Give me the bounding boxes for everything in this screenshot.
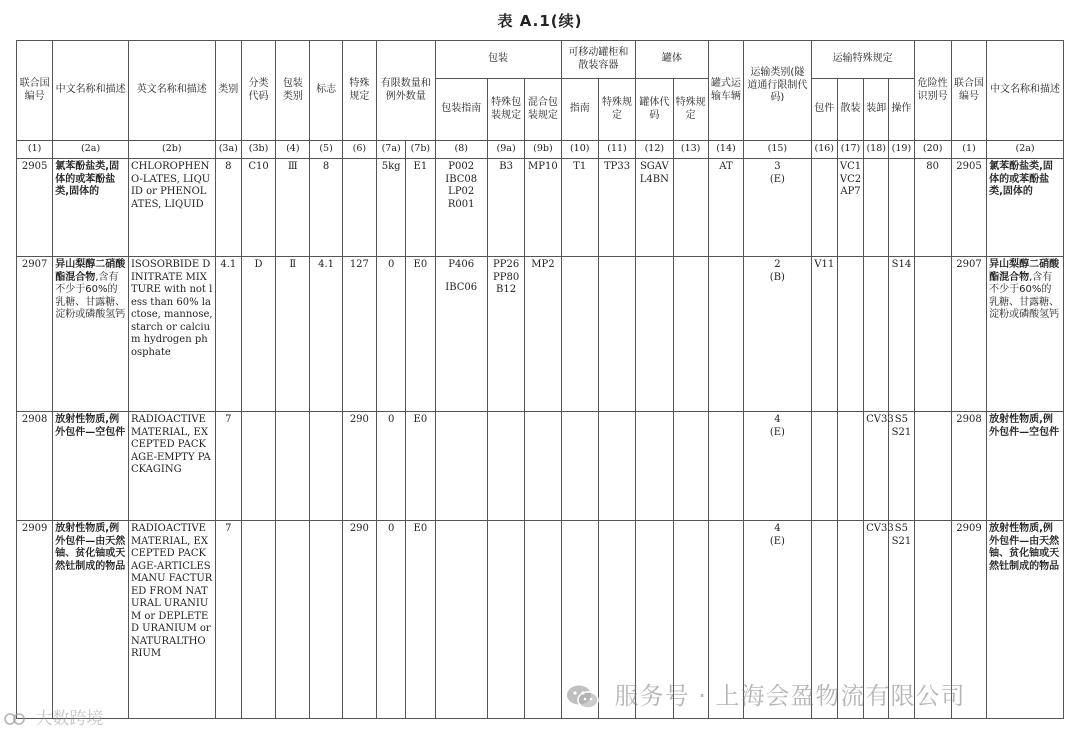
cell-name-zh — [53, 412, 129, 521]
cell-special-provisions — [342, 159, 376, 257]
cell-name-zh — [53, 257, 129, 412]
table-row — [17, 159, 1064, 257]
cell-pt-instructions: T1 — [561, 159, 598, 257]
cell-name-zh-2-bold: 放射性物质,例外包件—由天然铀、贫化铀或天然钍制成的物品 — [989, 523, 1060, 572]
cell-hazard-id — [914, 412, 951, 521]
cell-tank-code — [636, 159, 673, 257]
cell-name-zh-2-rest: ,含有不少于60%的乳糖、甘露糖、淀粉或磷酸氢钙 — [989, 271, 1060, 320]
col-num: (4) — [276, 141, 310, 159]
header-ts-bulk: 散装 — [837, 79, 863, 141]
cell-excepted-quantity: E0 — [406, 412, 435, 521]
cell-pt-instructions — [561, 257, 598, 412]
col-num: (11) — [598, 141, 635, 159]
col-num: (14) — [708, 141, 743, 159]
cell-un-no-2: 2909 — [951, 521, 986, 719]
cell-tank-special — [673, 159, 708, 257]
wechat-icon — [566, 684, 600, 710]
cell-name-zh-bold: 放射性物质,例外包件—由天然铀、贫化铀或天然钍制成的物品 — [55, 523, 126, 572]
cell-ts-bulk — [837, 257, 863, 412]
header-ts-loading: 装卸 — [864, 79, 889, 141]
cell-name-en: ISOSORBIDE DINITRATE MIXTURE with not less than 60% lactose, mannose, starch or calcium hydrogen phosphate — [128, 257, 215, 412]
cell-ts-operation-item: S5 — [894, 523, 909, 534]
col-num: (9a) — [487, 141, 524, 159]
col-num: (6) — [342, 141, 376, 159]
cell-limited-quantity: 0 — [377, 412, 406, 521]
header-pt-instructions: 指南 — [561, 79, 598, 141]
col-num: (10) — [561, 141, 598, 159]
header-ts-operation: 操作 — [889, 79, 914, 141]
col-num: (2a) — [53, 141, 129, 159]
spacer — [438, 272, 485, 282]
transport-category-value: 3 — [774, 161, 781, 172]
cell-ts-operation — [889, 257, 914, 412]
col-num: (1) — [17, 141, 53, 159]
cell-special-packing — [487, 412, 524, 521]
cell-mixed-packing: MP2 — [525, 257, 561, 412]
header-un-no-2: 联合国编号 — [951, 41, 986, 141]
cell-ts-operation — [889, 412, 914, 521]
cell-ts-bulk — [837, 159, 863, 257]
header-portable-tanks: 可移动罐柜和散装容器 — [561, 41, 636, 79]
cell-ts-loading — [864, 257, 889, 412]
cell-special-provisions: 290 — [342, 521, 376, 719]
cell-tank-code-item: SGAV — [639, 161, 669, 172]
cell-un-no: 2907 — [17, 257, 53, 412]
cell-name-zh-bold: 放射性物质,例外包件—空包件 — [55, 414, 126, 438]
tunnel-code-value: (E) — [769, 535, 785, 547]
col-num: (19) — [889, 141, 914, 159]
cell-class: 7 — [215, 412, 241, 521]
cell-mixed-packing — [525, 412, 561, 521]
transport-category-value: 2 — [774, 259, 781, 270]
col-num: (9b) — [525, 141, 561, 159]
cell-name-zh-bold: 氯苯酚盐类,固体的或苯酚盐类,固体的 — [55, 161, 120, 197]
cell-packing-instructions-item: LP02 — [448, 186, 475, 197]
cell-tank-code — [636, 257, 673, 412]
cell-packing-instructions — [435, 159, 487, 257]
cell-transport-category — [744, 412, 812, 521]
cell-pt-special — [598, 412, 635, 521]
header-hazard-id: 危险性识别号 — [914, 41, 951, 141]
cell-name-en: CHLOROPHENO-LATES, LIQUID or PHENOLATES, LIQUID — [128, 159, 215, 257]
header-name-zh-2: 中文名称和描述 — [987, 41, 1064, 141]
cell-labels: 8 — [310, 159, 342, 257]
cell-ts-operation-item: S5 — [894, 414, 909, 425]
cell-classification-code — [241, 521, 275, 719]
cell-name-zh-2 — [987, 159, 1064, 257]
table-row — [17, 257, 1064, 412]
col-num: (17) — [837, 141, 863, 159]
cell-un-no-2: 2905 — [951, 159, 986, 257]
cell-tank-vehicle: AT — [708, 159, 743, 257]
cell-name-zh-2 — [987, 412, 1064, 521]
tunnel-code-value: (E) — [769, 426, 785, 438]
col-num: (5) — [310, 141, 342, 159]
cell-classification-code — [241, 412, 275, 521]
header-ts-package: 包件 — [811, 79, 837, 141]
col-num: (16) — [811, 141, 837, 159]
cell-limited-quantity: 0 — [377, 521, 406, 719]
header-tank-vehicle: 罐式运输车辆 — [708, 41, 743, 141]
cell-ts-bulk — [837, 412, 863, 521]
cell-special-packing-item: B3 — [499, 161, 513, 172]
cell-excepted-quantity: E0 — [406, 521, 435, 719]
cell-labels — [310, 521, 342, 719]
cell-class: 4.1 — [215, 257, 241, 412]
cell-ts-loading: CV33 — [864, 521, 889, 719]
cell-un-no: 2908 — [17, 412, 53, 521]
col-num: (7a) — [377, 141, 406, 159]
cell-name-zh — [53, 159, 129, 257]
col-num: (20) — [914, 141, 951, 159]
header-packing-group: 包装类别 — [276, 41, 310, 141]
cell-packing-group — [276, 521, 310, 719]
cell-name-zh-rest: ,含有不少于60%的乳糖、甘露糖、淀粉或磷酸氢钙 — [55, 271, 126, 320]
cell-tank-vehicle — [708, 412, 743, 521]
cell-special-packing-item: PP80 — [493, 271, 520, 283]
cell-ts-loading — [864, 159, 889, 257]
cell-packing-instructions-item: IBC06 — [445, 281, 478, 293]
cell-tank-code — [636, 412, 673, 521]
cell-special-packing-item: PP26 — [493, 259, 520, 270]
cell-name-zh-2-bold: 异山梨醇二硝酸酯混合物 — [989, 259, 1060, 283]
cell-name-zh — [53, 521, 129, 719]
col-num: (2b) — [128, 141, 215, 159]
cell-limited-quantity: 5kg — [377, 159, 406, 257]
col-num: (3a) — [215, 141, 241, 159]
header-name-en: 英文名称和描述 — [128, 41, 215, 141]
header-mixed-packing: 混合包装规定 — [525, 79, 561, 141]
cell-name-en: RADIOACTIVE MATERIAL, EXCEPTED PACKAGE-ARTICLES MANU FACTURED FROM NATURAL URANIUM or DEPLETED URANIUM or NATURALTHORIUM — [128, 521, 215, 719]
cell-special-provisions: 290 — [342, 412, 376, 521]
cell-ts-bulk-item: VC2 — [839, 173, 862, 185]
cell-name-zh-2-bold: 放射性物质,例外包件—空包件 — [989, 414, 1060, 438]
transport-category-value: 4 — [774, 523, 781, 534]
cell-special-packing — [487, 521, 524, 719]
table-title: 表 A.1(续) — [497, 12, 583, 30]
header-special-packing: 特殊包装规定 — [487, 79, 524, 141]
cell-ts-operation — [889, 159, 914, 257]
header-name-zh: 中文名称和描述 — [53, 41, 129, 141]
cell-mixed-packing — [525, 521, 561, 719]
cell-name-zh-2 — [987, 257, 1064, 412]
watermark — [566, 676, 966, 711]
cell-hazard-id — [914, 257, 951, 412]
cell-labels — [310, 412, 342, 521]
cell-un-no: 2909 — [17, 521, 53, 719]
header-limited-excepted: 有限数量和例外数量 — [377, 41, 436, 141]
cell-ts-bulk-item: VC1 — [839, 161, 862, 172]
cell-packing-instructions-item: IBC08 — [445, 173, 478, 185]
header-tank-special: 特殊规定 — [673, 79, 708, 141]
table-row — [17, 412, 1064, 521]
header-tank: 罐体 — [636, 41, 709, 79]
cell-limited-quantity: 0 — [377, 257, 406, 412]
col-num: (7b) — [406, 141, 435, 159]
cell-ts-loading: CV33 — [864, 412, 889, 521]
cell-ts-package — [811, 412, 837, 521]
header-classification-code: 分类代码 — [241, 41, 275, 141]
header-transport-special: 运输特殊规定 — [811, 41, 914, 79]
cell-mixed-packing: MP10 — [525, 159, 561, 257]
col-num: (8) — [435, 141, 487, 159]
header-labels: 标志 — [310, 41, 342, 141]
header-transport-category: 运输类别(隧道通行限制代码) — [744, 41, 812, 141]
cell-name-zh-2 — [987, 521, 1064, 719]
transport-category-value: 4 — [774, 414, 781, 425]
cell-un-no-2: 2908 — [951, 412, 986, 521]
cell-tank-special — [673, 412, 708, 521]
cell-class: 8 — [215, 159, 241, 257]
tunnel-code-value: (B) — [769, 271, 785, 283]
cell-ts-operation-item: S14 — [891, 259, 912, 270]
header-packing-instructions: 包装指南 — [435, 79, 487, 141]
cell-tank-code-item: L4BN — [639, 173, 669, 185]
cell-classification-code: C10 — [241, 159, 275, 257]
cell-transport-category — [744, 159, 812, 257]
cell-pt-special: TP33 — [598, 159, 635, 257]
cell-ts-package: V11 — [811, 257, 837, 412]
cell-ts-package — [811, 159, 837, 257]
col-num: (1) — [951, 141, 986, 159]
cell-ts-operation-item: S21 — [891, 535, 912, 547]
cell-pt-instructions — [561, 412, 598, 521]
header-class: 类别 — [215, 41, 241, 141]
cell-packing-group — [276, 412, 310, 521]
col-num: (2a) — [987, 141, 1064, 159]
cell-excepted-quantity: E1 — [406, 159, 435, 257]
header-un-no: 联合国编号 — [17, 41, 53, 141]
column-number-row — [17, 141, 1064, 159]
cell-un-no-2: 2907 — [951, 257, 986, 412]
header-pt-special: 特殊规定 — [598, 79, 635, 141]
cell-name-en: RADIOACTIVE MATERIAL, EXCEPTED PACKAGE-EMPTY PACKAGING — [128, 412, 215, 521]
cell-packing-instructions-item: R001 — [447, 198, 475, 210]
col-num: (13) — [673, 141, 708, 159]
col-num: (15) — [744, 141, 812, 159]
header-special-provisions: 特殊规定 — [342, 41, 376, 141]
cell-packing-instructions — [435, 521, 487, 719]
dangerous-goods-table — [16, 40, 1064, 719]
cell-tank-special — [673, 257, 708, 412]
watermark-text: 服务号 · 上海会盈物流有限公司 — [614, 682, 966, 710]
cell-classification-code: D — [241, 257, 275, 412]
cell-excepted-quantity: E0 — [406, 257, 435, 412]
cell-class: 7 — [215, 521, 241, 719]
tunnel-code-value: (E) — [769, 173, 785, 185]
cell-un-no: 2905 — [17, 159, 53, 257]
cell-packing-group: Ⅱ — [276, 257, 310, 412]
cell-tank-vehicle — [708, 257, 743, 412]
cell-packing-instructions — [435, 412, 487, 521]
corner-watermark — [4, 704, 103, 729]
col-num: (3b) — [241, 141, 275, 159]
cell-special-packing — [487, 257, 524, 412]
col-num: (12) — [636, 141, 673, 159]
cell-transport-category — [744, 257, 812, 412]
cell-packing-instructions — [435, 257, 487, 412]
col-num: (18) — [864, 141, 889, 159]
cell-name-zh-2-bold: 氯苯酚盐类,固体的或苯酚盐类,固体的 — [989, 161, 1053, 197]
cell-name-zh-bold: 异山梨醇二硝酸酯混合物 — [55, 259, 126, 283]
header-packaging: 包装 — [435, 41, 561, 79]
cell-packing-instructions-item: P002 — [448, 161, 475, 172]
cell-special-provisions: 127 — [342, 257, 376, 412]
cell-hazard-id: 80 — [914, 159, 951, 257]
cell-ts-bulk-item: AP7 — [840, 186, 861, 197]
corner-watermark-text: 大数跨境 — [35, 709, 104, 729]
header-tank-code: 罐体代码 — [636, 79, 673, 141]
cell-special-packing — [487, 159, 524, 257]
brand-logo-icon — [4, 711, 26, 727]
cell-special-packing-item: B12 — [496, 284, 517, 295]
cell-ts-operation-item: S21 — [891, 426, 912, 438]
cell-packing-instructions-item: P406 — [448, 259, 475, 270]
cell-labels: 4.1 — [310, 257, 342, 412]
cell-pt-special — [598, 257, 635, 412]
cell-packing-group: Ⅲ — [276, 159, 310, 257]
